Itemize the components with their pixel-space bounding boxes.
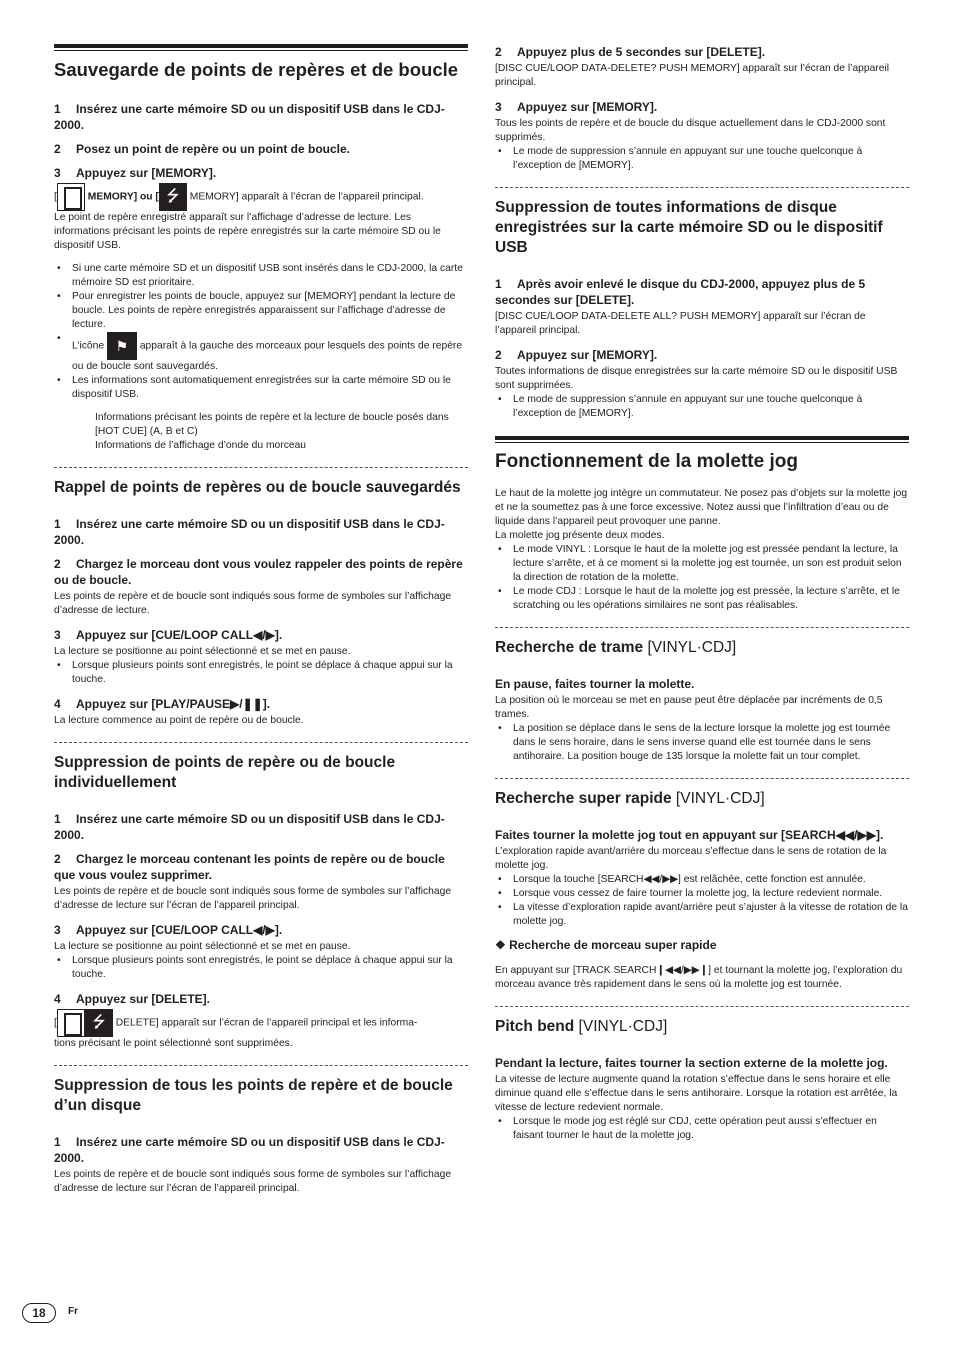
dashed-divider <box>495 1006 909 1007</box>
left-column: Sauvegarde de points de repères et de boucle 1 Insérez une carte mémoire SD ou un dispositif USB dans le CDJ-2000. 2 Posez un point de repère ou un point de boucle. 3 Appuyez sur [MEMORY]. [ MEMORY] ou [ ⭍ MEMORY] apparaît à l’écran de l’appareil principal. Le point de repère enregistré apparaît sur l’affichage d’adresse de lecture. Les informations précisant les points de repère enregistrés sur la carte mémoire SD ou le dispositif USB. • Si une carte mémoire SD et un dispositif USB sont insérés dans le CDJ-2000, la carte mémoire SD est prioritaire. • Pour enregistrer les points de boucle, appuyez sur [MEMORY] pendant la lecture de boucle. Les points de repère enregistrés apparaissent sur l’affichage d’adresse de lecture. • L’icône ⚑ apparaît à la gauche des morceaux pour lesquels des points de repère ou de boucle sont sauvegardés. • Les informations sont automatiquement enregistrées sur la carte mémoire SD ou le dispositif USB. Informations précisant les points de repère et la lecture de boucle posés dans [HOT CUE] (A, B et C) Informations de l’affichage d’onde du morceau Rappel de points de repères ou de boucle sauvegardés 1 Insérez une carte mémoire SD ou un dispositif USB dans le CDJ-2000. 2 Chargez le morceau dont vous voulez rappeler des points de repère ou de boucle. Les points de repère et de boucle sont indiqués sous forme de symboles sur l’affichage d’adresse de lecture. 3 Appuyez sur [CUE/LOOP CALL◀/▶]. La lecture se positionne au point sélectionné et se met en pause. • Lorsque plusieurs points sont enregistrés, le point se déplace à chaque appui sur la touche. 4 Appuyez sur [PLAY/PAUSE▶/❚❚]. La lecture commence au point de repère ou de boucle. Suppression de points de repère ou de boucle individuellement 1 Insérez une carte mémoire SD ou un dispositif USB dans le CDJ-2000. 2 Chargez le morceau contenant les points de repère ou de boucle que vous voulez supprimer. Les points de repère et de boucle sont indiqués sous forme de symboles sur l’affichage d’adresse de lecture sur l’écran de l’appareil principal. 3 Appuyez sur [CUE/LOOP CALL◀/▶]. La lecture se positionne au point sélectionné et se met en pause. • Lorsque plusieurs points sont enregistrés, le point se déplace à chaque appui sur la touche. 4 Appuyez sur [DELETE]. [ ⭍ DELETE] apparaît sur l’écran de l’appareil principal et les informa- tions précisant le point sélectionné sont supprimées. Suppression de tous les points de repère et de boucle d’un disque 1 Insérez une carte mémoire SD ou un dispositif USB dans le CDJ-2000. Les points de repère et de boucle sont indiqués sous forme de symboles sur l’affichage d’adresse de lecture sur l’écran de l’appareil principal. <box>54 44 468 1205</box>
sd-card-icon <box>57 183 85 211</box>
section-rule <box>495 436 909 443</box>
dashed-divider <box>54 1065 468 1066</box>
saved-track-icon: ⚑ <box>107 332 137 360</box>
dashed-divider <box>495 778 909 779</box>
section-title-delete-individual: Suppression de points de repère ou de boucle individuellement <box>54 754 396 791</box>
usb-icon: ⭍ <box>159 183 187 211</box>
section-title-super-fast-search: Recherche super rapide [VINYL·CDJ] <box>495 790 765 807</box>
section-title-delete-all-disc: Suppression de tous les points de repère et de boucle d’un disque <box>54 1077 453 1114</box>
language-code: Fr <box>68 1306 78 1317</box>
dashed-divider <box>495 187 909 188</box>
right-column: 2 Appuyez plus de 5 secondes sur [DELETE]. [DISC CUE/LOOP DATA-DELETE? PUSH MEMORY] apparaît sur l’écran de l’appareil principal. 3 Appuyez sur [MEMORY]. Tous les points de repère et de boucle du disque actuellement dans le CDJ-2000 sont supprimés. • Le mode de suppression s’annule en appuyant sur une touche quelconque à l’exception de [MEMORY]. Suppression de toutes informations de disque enregistrées sur la carte mémoire SD ou le dispositif USB 1 Après avoir enlevé le disque du CDJ-2000, appuyez plus de 5 secondes sur [DELETE]. [DISC CUE/LOOP DATA-DELETE ALL? PUSH MEMORY] apparaît sur l’écran de l’appareil principal. 2 Appuyez sur [MEMORY]. Toutes informations de disque enregistrées sur la carte mémoire SD ou le dispositif USB sont supprimées. • Le mode de suppression s’annule en appuyant sur une touche quelconque à l’exception de [MEMORY]. Fonctionnement de la molette jog Le haut de la molette jog intègre un commutateur. Ne posez pas d’objets sur la molette jog et ne la soumettez pas à une force excessive. Notez aussi que l’infiltration d’eau ou de liquide dans l’appareil peut provoquer une panne. La molette jog présente deux modes. • Le mode VINYL : Lorsque le haut de la molette jog est pressée pendant la lecture, la lecture s’arrête, et à ce moment si la molette jog est tournée, un son est produit selon la direction de rotation de la molette. • Le mode CDJ : Lorsque le haut de la molette jog est pressée, la lecture s’arrête, et le scratching ou les opérations similaires ne sont pas réalisables. Recherche de trame [VINYL·CDJ] En pause, faites tourner la molette. La position où le morceau se met en pause peut être déplacée par incréments de 0,5 trames. • La position se déplace dans le sens de la lecture lorsque la molette jog est tournée dans le sens horaire, dans le sens inverse quand elle est tournée dans le sens antihoraire. La position bouge de 135 lorsque la molette fait un tour complet. Recherche super rapide [VINYL·CDJ] Faites tourner la molette jog tout en appuyant sur [SEARCH◀◀/▶▶]. L’exploration rapide avant/arrière du morceau s’effectue dans le sens de rotation de la molette jog. • Lorsque la touche [SEARCH◀◀/▶▶] est relâchée, cette fonction est annulée. • Lorsque vous cessez de faire tourner la molette jog, la lecture redevient normale. • La vitesse d’exploration rapide avant/arrière peut s’ajuster à la vitesse de rotation de la molette jog. ❖ Recherche de morceau super rapide En appuyant sur [TRACK SEARCH❙◀◀/▶▶❙] et tournant la molette jog, l’exploration du morceau avance très rapidement dans le sens où la molette jog est tournée. Pitch bend [VINYL·CDJ] Pendant la lecture, faites tourner la section externe de la molette jog. La vitesse de lecture augmente quand la rotation s’effectue dans le sens horaire et elle diminue quand elle s’effectue dans le sens antihoraire. Lorsque la rotation est arrêtée, la vitesse de lecture redevient normale. • Lorsque le mode jog est réglé sur CDJ, cette opération peut aussi s’effectuer en faisant tourner le haut de la molette jog. <box>495 44 909 1152</box>
section-title-pitch-bend: Pitch bend [VINYL·CDJ] <box>495 1018 668 1035</box>
page-number: 18 <box>22 1303 56 1323</box>
section-title-recall: Rappel de points de repères ou de boucle sauvegardés <box>54 479 461 496</box>
dashed-divider <box>54 742 468 743</box>
section-title-save: Sauvegarde de points de repères et de boucle <box>54 59 459 80</box>
section-title-jog: Fonctionnement de la molette jog <box>495 451 798 472</box>
section-title-frame-search: Recherche de trame [VINYL·CDJ] <box>495 639 737 656</box>
section-rule <box>54 44 468 51</box>
section-title-delete-all-media: Suppression de toutes informations de disque enregistrées sur la carte mémoire SD ou le dispositif USB <box>495 199 883 256</box>
dashed-divider <box>54 467 468 468</box>
usb-icon: ⭍ <box>85 1009 113 1037</box>
sd-card-icon <box>57 1009 85 1037</box>
dashed-divider <box>495 627 909 628</box>
